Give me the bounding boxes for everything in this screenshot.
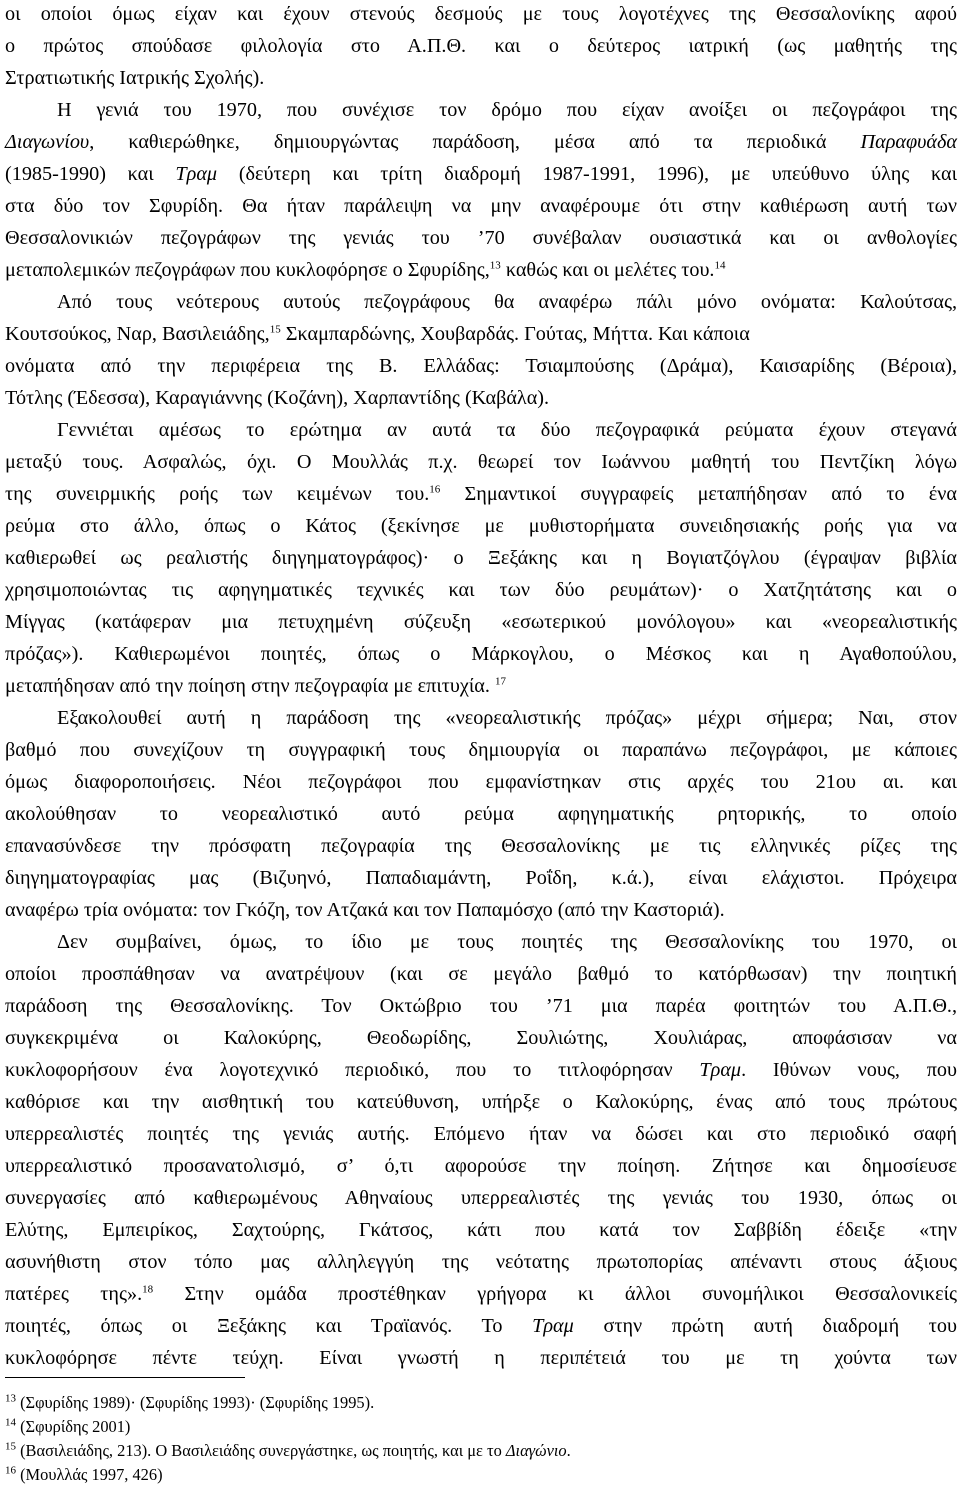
body-text-line: βαθμό που συνεχίζουν τη συγγραφική τους δημιουργία οι παραπάνω πεζογράφοι, με κάποιες — [5, 739, 957, 761]
body-text-line: Η γενιά του 1970, που συνέχισε τον δρόμο που είχαν ανοίξει οι πεζογράφοι της — [57, 99, 957, 121]
body-text-line: Τότλης (Έδεσσα), Καραγιάννης (Κοζάνη), Χαρπαντίδης (Καβάλα). — [5, 387, 550, 409]
body-text-line: Δεν συμβαίνει, όμως, το ίδιο με τους ποιητές της Θεσσαλονίκης του 1970, οι — [57, 931, 957, 953]
body-text-line: Θεσσαλονικιών πεζογράφων της γενιάς του ’70 συνέβαλαν ουσιαστικά και οι ανθολογίες — [5, 227, 957, 249]
body-text-line: πατέρες της».$^{18}$ Στην ομάδα προστέθηκαν γρήγορα κι άλλοι συνομήλικοι Θεσσαλονικείς — [5, 1283, 957, 1305]
footnote-separator — [5, 1377, 245, 1378]
body-text-line: Στρατιωτικής Ιατρικής Σχολής). — [5, 67, 265, 89]
body-text-line: Διαγωνίου, καθιερώθηκε, δημιουργώντας παράδοση, μέσα από τα περιοδικά Παραφυάδα — [5, 131, 957, 153]
body-text-line: μεταξύ τους. Ασφαλώς, όχι. Ο Μουλλάς π.χ. θεωρεί τον Ιωάννου μαθητή του Πεντζίκη λόγω — [5, 451, 957, 473]
body-text-line: όμως διαφοροποιήσεις. Νέοι πεζογράφοι που εμφανίστηκαν στις αρχές του 21ου αι. και — [5, 771, 957, 793]
body-text-line: ασυνήθιστη στον τόπο μας αλληλεγγύη της νεότατης πρωτοπορίας απέναντι στους άξιους — [5, 1251, 957, 1273]
footnote-line: $^{13}$ (Σφυρίδης 1989)· (Σφυρίδης 1993)· (Σφυρίδης 1995). — [5, 1392, 375, 1412]
body-text-line: μεταπολεμικών πεζογράφων που κυκλοφόρησε ο Σφυρίδης,$^{13}$ καθώς και οι μελέτες του.$^{14}$ — [5, 259, 726, 281]
body-text-line: οι οποίοι όμως είχαν και έχουν στενούς δεσμούς με τους λογοτέχνες της Θεσσαλονίκης αφού — [5, 3, 957, 25]
body-text-line: ο πρώτος σπούδασε φιλολογία στο Α.Π.Θ. και ο δεύτερος ιατρική (ως μαθητής της — [5, 35, 957, 57]
body-text-line: παράδοση της Θεσσαλονίκης. Τον Οκτώβριο του ’71 μια παρέα φοιτητών του Α.Π.Θ., — [5, 995, 957, 1017]
body-text-line: κυκλοφορήσουν ένα λογοτεχνικό περιοδικό, που το τιτλοφόρησαν Τραμ. Ιθύνων νους, που — [5, 1059, 957, 1081]
body-text-line: πρόζας»). Καθιερωμένοι ποιητές, όπως ο Μάρκογλου, ο Μέσκος και η Αγαθοπούλου, — [5, 643, 957, 665]
body-text-line: καθόρισε και την αισθητική του κατεύθυνση, υπήρξε ο Καλοκύρης, ένας από τους πρώτους — [5, 1091, 957, 1113]
body-text-line: Κουτσούκος, Ναρ, Βασιλειάδης,$^{15}$ Σκαμπαρδώνης, Χουβαρδάς. Γούτας, Μήττα. Και κάποια — [5, 323, 750, 345]
footnote-line: $^{15}$ (Βασιλειάδης, 213). Ο Βασιλειάδης συνεργάστηκε, ως ποιητής, και με το Διαγώνιο. — [5, 1440, 571, 1460]
body-text-line: αναφέρω τρία ονόματα: τον Γκόζη, τον Ατζακά και τον Παπαμόσχο (από την Καστοριά). — [5, 899, 725, 921]
body-text-line: υπερρεαλιστικό προσανατολισμό, σ’ ό,τι αφορούσε την ποίηση. Ζήτησε και δημοσίευσε — [5, 1155, 957, 1177]
body-text-line: ρεύμα στο άλλο, όπως ο Κάτος (ξεκίνησε με μυθιστορήματα συνειδησιακής ροής για να — [5, 515, 957, 537]
body-text-line: οποίοι προσπάθησαν να ανατρέψουν (και σε μεγάλο βαθμό το κατόρθωσαν) την ποιητική — [5, 963, 957, 985]
body-text-line: κυκλοφόρησε πέντε τεύχη. Είναι γνωστή η περιπέτειά του με τη χούντα των — [5, 1347, 957, 1369]
body-text-line: καθιερωθεί ως ρεαλιστής διηγηματογράφος)· ο Ξεξάκης και η Βογιατζόγλου (έγραψαν βιβλία — [5, 547, 957, 569]
body-text-line: (1985-1990) και Τραμ (δεύτερη και τρίτη διαδρομή 1987-1991, 1996), με υπεύθυνο ύλης και — [5, 163, 957, 185]
footnote-line: $^{16}$ (Μουλλάς 1997, 426) — [5, 1464, 163, 1484]
body-text-line: Μίγγας (κατάφεραν μια πετυχημένη σύζευξη «εσωτερικού μονόλογου» και «νεορεαλιστικής — [5, 611, 957, 633]
body-text-line: της συνειρμικής ροής των κειμένων του.$^{16}$ Σημαντικοί συγγραφείς μεταπήδησαν από το ένα — [5, 483, 957, 505]
body-text-line: υπερρεαλιστές ποιητές της γενιάς αυτής. Επόμενο ήταν να δώσει και στο περιοδικό σαφή — [5, 1123, 957, 1145]
body-text-line: Από τους νεότερους αυτούς πεζογράφους θα αναφέρω πάλι μόνο ονόματα: Καλούτσας, — [57, 291, 957, 313]
body-text-line: ονόματα από την περιφέρεια της Β. Ελλάδας: Τσιαμπούσης (Δράμα), Καισαρίδης (Βέροια), — [5, 355, 957, 377]
body-text-line: διηγηματογραφίας μας (Βιζυηνό, Παπαδιαμάντη, Ροΐδη, κ.ά.), είναι ελάχιστοι. Πρόχειρα — [5, 867, 957, 889]
body-text-line: στα δύο τον Σφυρίδη. Θα ήταν παράλειψη να μην αναφέρουμε ότι στην καθιέρωση αυτή των — [5, 195, 957, 217]
body-text-line: συνεργασίες από καθιερωμένους Αθηναίους υπερρεαλιστές της γενιάς του 1930, όπως οι — [5, 1187, 957, 1209]
body-text-line: ακολούθησαν το νεορεαλιστικό αυτό ρεύμα αφηγηματικής ρητορικής, το οποίο — [5, 803, 957, 825]
body-text-line: Ελύτης, Εμπειρίκος, Σαχτούρης, Γκάτσος, κάτι που κατά τον Σαββίδη έδειξε «την — [5, 1219, 957, 1241]
body-text-line: χρησιμοποιώντας τις αφηγηματικές τεχνικές και των δύο ρευμάτων)· ο Χατζητάτσης και ο — [5, 579, 957, 601]
body-text-line: μεταπήδησαν από την ποίηση στην πεζογραφία με επιτυχία. $^{17}$ — [5, 675, 506, 697]
body-text-line: συγκεκριμένα οι Καλοκύρης, Θεοδωρίδης, Σουλιώτης, Χουλιάρας, αποφάσισαν να — [5, 1027, 957, 1049]
body-text-line: επανασύνδεσε την πρόσφατη πεζογραφία της Θεσσαλονίκης με τις ελληνικές ρίζες της — [5, 835, 957, 857]
footnote-line: $^{14}$ (Σφυρίδης 2001) — [5, 1416, 131, 1436]
body-text-line: Γεννιέται αμέσως το ερώτημα αν αυτά τα δύο πεζογραφικά ρεύματα έχουν στεγανά — [57, 419, 957, 441]
body-text-line: Εξακολουθεί αυτή η παράδοση της «νεορεαλιστικής πρόζας» μέχρι σήμερα; Ναι, στον — [57, 707, 957, 729]
body-text-line: ποιητές, όπως οι Ξεξάκης και Τραϊανός. Το Τραμ στην πρώτη αυτή διαδρομή του — [5, 1315, 957, 1337]
